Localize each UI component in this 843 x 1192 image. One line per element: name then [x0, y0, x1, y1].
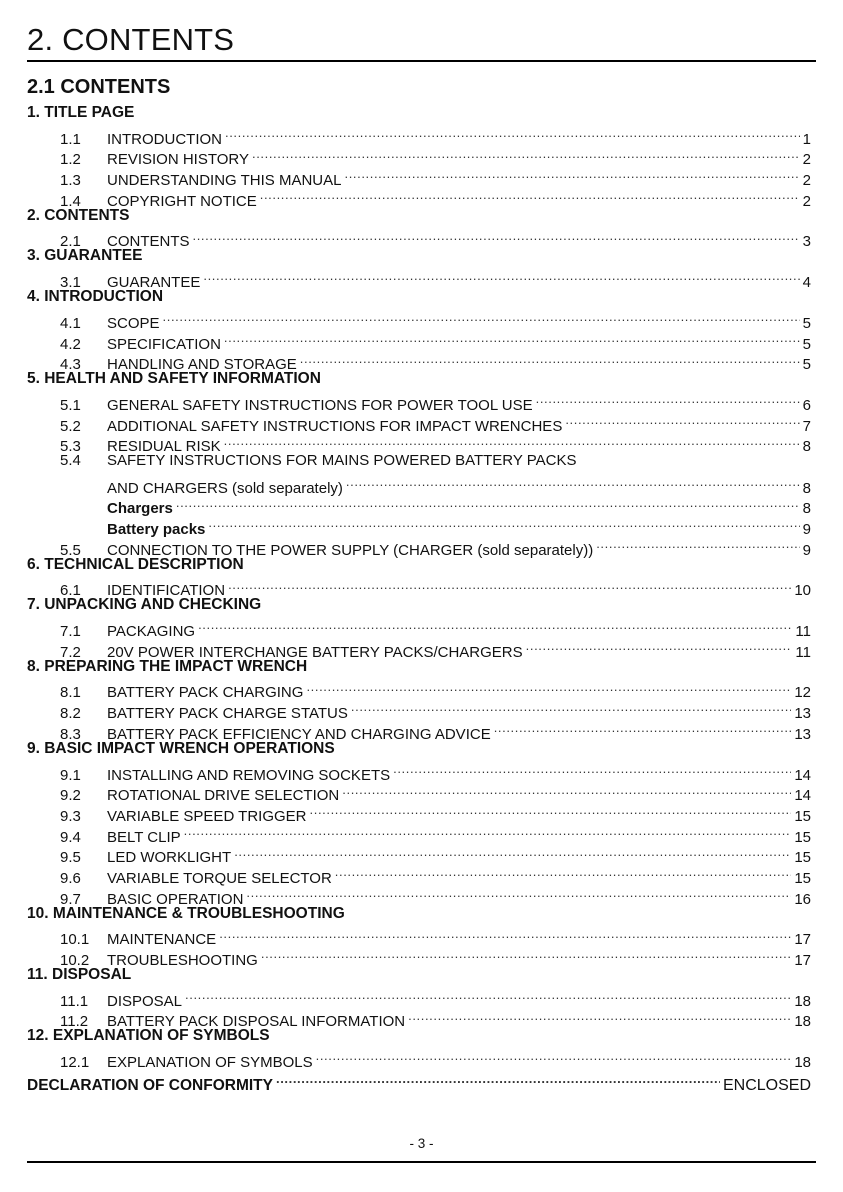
toc-entry-title: INTRODUCTION: [107, 130, 222, 148]
toc-entry-page: 10: [794, 582, 811, 600]
dot-leader: [228, 575, 791, 596]
toc-entry-page: 15: [794, 869, 811, 887]
toc-entry-title: CONTENTS: [107, 233, 190, 251]
dot-leader: [252, 144, 800, 165]
toc-section-title: 12. EXPLANATION OF SYMBOLS: [27, 1027, 270, 1045]
toc-entry-page: 5: [802, 356, 811, 374]
dot-leader: [163, 307, 800, 328]
dot-leader: [219, 924, 791, 945]
dot-leader: [346, 472, 800, 493]
toc-entry-page: 9: [802, 541, 811, 559]
toc-entry-number: 1.3: [60, 172, 81, 190]
toc-entry-page: 7: [802, 417, 811, 435]
toc-entry-title: RESIDUAL RISK: [107, 438, 221, 456]
toc-entry-page: 5: [802, 314, 811, 332]
toc-entry-number: 9.3: [60, 807, 81, 825]
toc-entry-page: 18: [794, 1013, 811, 1031]
dot-leader: [276, 1069, 720, 1090]
dot-leader: [526, 636, 793, 657]
dot-leader: [260, 185, 800, 206]
dot-leader: [536, 389, 800, 410]
toc-section-title: 9. BASIC IMPACT WRENCH OPERATIONS: [27, 739, 335, 757]
footer-rule: [27, 1161, 816, 1163]
dot-leader: [494, 718, 792, 739]
toc-section-title: 8. PREPARING THE IMPACT WRENCH: [27, 657, 308, 675]
toc-entry-page: 14: [794, 787, 811, 805]
toc-entry-title: MAINTENANCE: [107, 931, 217, 949]
dot-leader: [198, 615, 792, 636]
toc-entry[interactable]: [27, 924, 811, 949]
dot-leader: [408, 1006, 791, 1027]
toc-entry-number: 9.5: [60, 849, 81, 867]
toc-entry-number: 3.1: [60, 274, 81, 292]
toc-entry-page: 15: [794, 807, 811, 825]
toc-entry-title: GUARANTEE: [107, 274, 201, 292]
dot-leader: [225, 123, 800, 144]
toc-entry[interactable]: [27, 266, 811, 292]
toc-entry-number: 5.1: [60, 396, 81, 414]
toc-entry-page: 5: [802, 335, 811, 353]
toc-entry-number: 8.3: [60, 725, 81, 743]
toc-entry[interactable]: [27, 226, 811, 251]
toc-entry-number: 5.4: [60, 452, 81, 470]
toc-entry-number: 9.4: [60, 828, 81, 846]
toc-entry-title: INSTALLING AND REMOVING SOCKETS: [107, 766, 391, 784]
toc-entry-title: ROTATIONAL DRIVE SELECTION: [107, 787, 340, 805]
toc-entry-title: SPECIFICATION: [107, 335, 221, 353]
toc-entry-page: 2: [802, 192, 811, 210]
toc-entry-title: BASIC OPERATION: [107, 890, 244, 908]
page-number: - 3 -: [409, 1136, 434, 1151]
toc-entry-title: COPYRIGHT NOTICE: [107, 192, 257, 210]
toc-entry[interactable]: [27, 1046, 811, 1072]
toc-entry[interactable]: [27, 677, 811, 702]
toc-entry-number: 12.1: [60, 1054, 90, 1072]
toc-entry-number: 9.7: [60, 890, 81, 908]
toc-entry-page: 13: [794, 725, 811, 743]
dot-leader: [208, 513, 799, 534]
toc-section-title: 1. TITLE PAGE: [27, 104, 135, 121]
dot-leader: [300, 349, 800, 370]
dot-leader: [565, 410, 799, 431]
toc-entry-number: 1.1: [60, 130, 81, 148]
toc-entry-title: BATTERY PACK CHARGE STATUS: [107, 705, 348, 723]
toc-entry-number: 5.3: [60, 438, 81, 456]
toc-entry-number: 4.1: [60, 314, 81, 332]
toc-entry-title: SCOPE: [107, 314, 160, 332]
toc-entry-page: 11: [795, 623, 811, 641]
toc-entry-title: Chargers: [107, 500, 173, 518]
toc-entry-page: 6: [802, 396, 811, 414]
dot-leader: [261, 944, 791, 965]
toc-entry-title: DISPOSAL: [107, 992, 183, 1010]
toc-entry-page: 17: [794, 931, 811, 949]
toc-entry-page: 14: [794, 766, 811, 784]
dot-leader: [393, 759, 791, 780]
toc-section-title: 2. CONTENTS: [27, 206, 130, 224]
page-title: 2. CONTENTS: [27, 22, 235, 57]
toc-entry-title: REVISION HISTORY: [107, 151, 249, 169]
toc-entry-number: 4.3: [60, 356, 81, 374]
toc-section-title: 6. TECHNICAL DESCRIPTION: [27, 555, 244, 573]
toc-entry-number: 7.2: [60, 643, 81, 661]
dot-leader: [224, 328, 800, 349]
toc-section-title: 11. DISPOSAL: [27, 966, 132, 983]
toc-entry-title: HANDLING AND STORAGE: [107, 356, 297, 374]
toc-entry[interactable]: [27, 575, 811, 600]
page-header: [27, 20, 816, 62]
toc-entry[interactable]: [27, 615, 811, 641]
toc-entry[interactable]: [27, 123, 811, 148]
toc-entry-title: IDENTIFICATION: [107, 582, 226, 600]
dot-leader: [224, 431, 800, 452]
toc-entry-title: BATTERY PACK DISPOSAL INFORMATION: [107, 1013, 406, 1031]
toc-entry-number: 1.4: [60, 192, 81, 210]
toc-entry-page: 16: [794, 890, 811, 908]
toc-entry-title: GENERAL SAFETY INSTRUCTIONS FOR POWER TOOL USE: [107, 396, 533, 414]
toc-entry-title: VARIABLE SPEED TRIGGER: [107, 807, 307, 825]
toc-entry-page: 2: [802, 172, 811, 190]
dot-leader: [344, 164, 799, 185]
toc-entry-number: 11.1: [60, 992, 89, 1010]
toc-entry-title: ADDITIONAL SAFETY INSTRUCTIONS FOR IMPACT WRENCHES: [107, 417, 563, 435]
toc-entry-number: 11.2: [60, 1013, 89, 1031]
toc-entry-page: 12: [794, 684, 811, 702]
toc-entry[interactable]: [27, 307, 811, 332]
toc-entry-title: LED WORKLIGHT: [107, 849, 232, 867]
dot-leader: [306, 677, 791, 698]
dot-leader: [335, 862, 792, 883]
toc-entry-number: 5.5: [60, 541, 81, 559]
toc-entry-title: TROUBLESHOOTING: [107, 952, 258, 969]
dot-leader: [310, 800, 792, 821]
toc-entry-number: 9.1: [60, 766, 81, 784]
toc-entry-number: 2.1: [60, 233, 81, 251]
toc-entry-title: Battery packs: [107, 521, 206, 538]
dot-leader: [184, 821, 792, 842]
dot-leader: [203, 266, 799, 287]
toc-entry-number: 6.1: [60, 582, 81, 600]
toc-entry-title: VARIABLE TORQUE SELECTOR: [107, 869, 332, 887]
toc-entry-number: 9.2: [60, 787, 81, 805]
toc-entry-page: 1: [802, 130, 811, 148]
toc-entry-title: 20V POWER INTERCHANGE BATTERY PACKS/CHARGERS: [107, 643, 523, 661]
dot-leader: [185, 985, 791, 1006]
toc-entry-number: 7.1: [60, 623, 81, 641]
toc-entry-number: 10.1: [60, 931, 90, 949]
toc-entry-title: BATTERY PACK CHARGING: [107, 684, 304, 702]
toc-entry[interactable]: [27, 389, 811, 414]
toc-section-title: 4. INTRODUCTION: [27, 288, 164, 306]
toc-entry[interactable]: [27, 451, 811, 472]
toc-entry-title: EXPLANATION OF SYMBOLS: [107, 1054, 313, 1072]
dot-leader: [316, 1046, 792, 1067]
dot-leader: [246, 883, 791, 904]
toc-entry-title: PACKAGING: [107, 623, 196, 641]
table-of-contents: [27, 103, 811, 1094]
toc-entry-number: 10.2: [60, 952, 90, 969]
toc-entry-page: 9: [802, 521, 811, 538]
toc-entry-title: UNDERSTANDING THIS MANUAL: [107, 172, 342, 190]
toc-section-title: 10. MAINTENANCE & TROUBLESHOOTING: [27, 904, 345, 922]
toc-entry[interactable]: [27, 985, 811, 1010]
toc-entry[interactable]: [27, 472, 811, 497]
toc-entry-page: 8: [802, 438, 811, 456]
toc-entry[interactable]: [27, 759, 811, 784]
toc-entry-title: BATTERY PACK EFFICIENCY AND CHARGING ADVICE: [107, 725, 491, 743]
toc-entry-page: 15: [794, 849, 811, 867]
toc-entry-page: 8: [802, 500, 811, 518]
declaration-title: DECLARATION OF CONFORMITY: [27, 1076, 273, 1094]
toc-entry-page: 15: [794, 828, 811, 846]
toc-entry-number: 4.2: [60, 335, 81, 353]
toc-entry-page: 18: [794, 1054, 811, 1072]
toc-entry-number: 1.2: [60, 151, 81, 169]
section-title: 2.1 CONTENTS: [27, 76, 171, 98]
toc-section-title: 3. GUARANTEE: [27, 247, 143, 265]
toc-entry-page: 3: [802, 233, 811, 251]
declaration-page: ENCLOSED: [722, 1076, 811, 1094]
toc-section-title: 5. HEALTH AND SAFETY INFORMATION: [27, 370, 321, 388]
toc-entry-number: 8.1: [60, 684, 81, 702]
toc-entry-title: CONNECTION TO THE POWER SUPPLY (CHARGER (sold separately)): [107, 541, 594, 559]
toc-entry-page: 8: [802, 479, 811, 497]
toc-entry-page: 18: [794, 992, 811, 1010]
dot-leader: [176, 493, 800, 514]
toc-entry-number: 8.2: [60, 705, 81, 723]
toc-section-title: 7. UNPACKING AND CHECKING: [27, 596, 262, 614]
dot-leader: [342, 780, 791, 801]
toc-entry-page: 13: [794, 705, 811, 723]
toc-entry-number: 5.2: [60, 417, 81, 435]
dot-leader: [234, 842, 791, 863]
toc-entry-title: BELT CLIP: [107, 828, 181, 846]
toc-entry-page: 17: [794, 952, 811, 969]
dot-leader: [193, 226, 800, 247]
dot-leader: [596, 534, 799, 555]
toc-entry-page: 2: [802, 151, 811, 169]
dot-leader: [351, 697, 791, 718]
toc-entry-title: AND CHARGERS (sold separately): [107, 479, 343, 497]
toc-entry-page: 11: [795, 643, 811, 661]
toc-entry-number: 9.6: [60, 869, 81, 887]
toc-entry-title: SAFETY INSTRUCTIONS FOR MAINS POWERED BATTERY PACKS: [107, 452, 577, 470]
toc-entry-page: 4: [802, 274, 811, 292]
